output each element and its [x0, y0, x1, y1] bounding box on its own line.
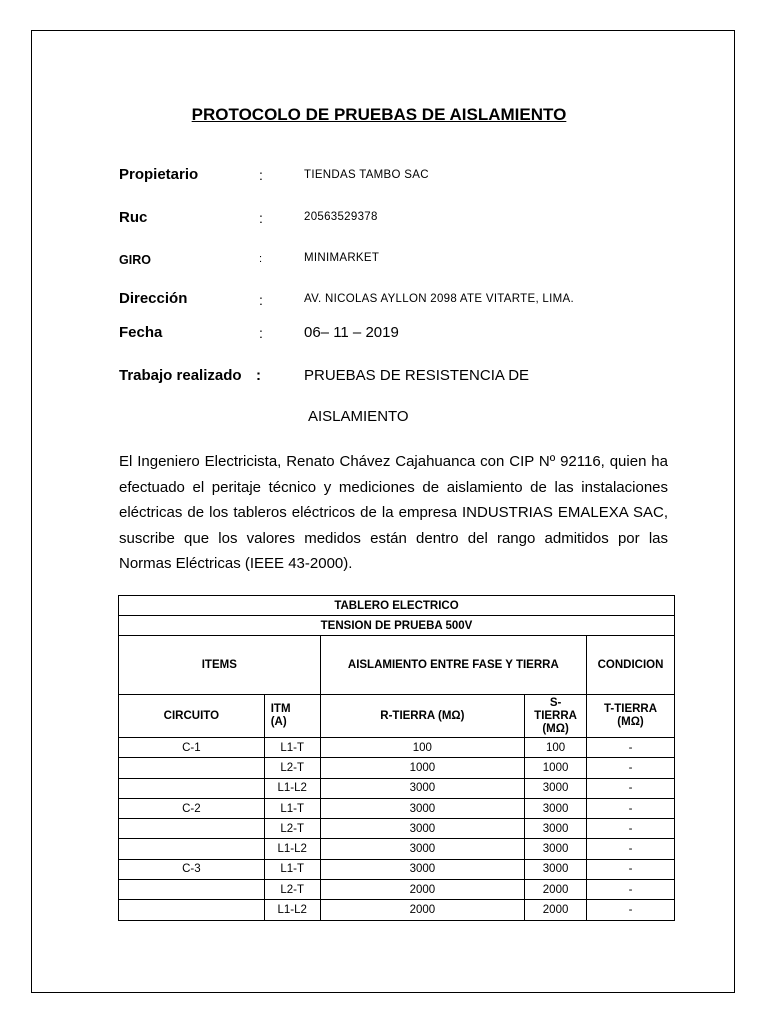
table-row	[119, 758, 675, 778]
giro-colon: :	[259, 253, 263, 265]
cell-circuito	[119, 819, 265, 839]
fecha-value: 06– 11 – 2019	[304, 324, 399, 341]
fecha-colon: :	[259, 325, 263, 341]
table-body	[119, 738, 675, 921]
cell-s-tierra: 3000	[525, 859, 587, 879]
table-row	[119, 900, 675, 920]
propietario-label: Propietario	[119, 166, 199, 183]
cell-itm: L2-T	[264, 819, 320, 839]
cell-itm: L1-L2	[264, 839, 320, 859]
cell-s-tierra: 1000	[525, 758, 587, 778]
header-aislamiento: AISLAMIENTO ENTRE FASE Y TIERRA	[320, 636, 586, 695]
table-row	[119, 798, 675, 818]
cell-t-tierra: -	[587, 738, 675, 758]
cell-r-tierra: 1000	[320, 758, 524, 778]
subheader-itm: ITM (A)	[264, 695, 320, 738]
propietario-colon: :	[259, 167, 263, 183]
cell-t-tierra: -	[587, 839, 675, 859]
cell-circuito	[119, 839, 265, 859]
cell-itm: L1-L2	[264, 778, 320, 798]
subheader-r-tierra: R-TIERRA (MΩ)	[320, 695, 524, 738]
ruc-colon: :	[259, 210, 263, 226]
cell-itm: L1-T	[264, 738, 320, 758]
direccion-label: Dirección	[119, 290, 188, 307]
cell-t-tierra: -	[587, 900, 675, 920]
cell-itm: L2-T	[264, 758, 320, 778]
cell-r-tierra: 3000	[320, 778, 524, 798]
cell-s-tierra: 3000	[525, 839, 587, 859]
cell-circuito	[119, 900, 265, 920]
cell-r-tierra: 100	[320, 738, 524, 758]
cell-t-tierra: -	[587, 880, 675, 900]
cell-s-tierra: 100	[525, 738, 587, 758]
cell-s-tierra: 3000	[525, 798, 587, 818]
cell-circuito: C-3	[119, 859, 265, 879]
table-row	[119, 859, 675, 879]
cell-r-tierra: 3000	[320, 819, 524, 839]
cell-s-tierra: 2000	[525, 900, 587, 920]
trabajo-value-line2: AISLAMIENTO	[308, 408, 409, 425]
giro-label: GIRO	[119, 253, 151, 267]
table-title-2: TENSION DE PRUEBA 500V	[119, 616, 675, 636]
table-row	[119, 839, 675, 859]
ruc-label: Ruc	[119, 209, 148, 226]
cell-circuito	[119, 778, 265, 798]
direccion-colon: :	[259, 292, 263, 308]
cell-circuito: C-2	[119, 798, 265, 818]
cell-itm: L1-T	[264, 859, 320, 879]
table-row	[119, 880, 675, 900]
cell-r-tierra: 2000	[320, 880, 524, 900]
subheader-s-tierra: S- TIERRA (MΩ)	[525, 695, 587, 738]
trabajo-colon: :	[256, 367, 261, 384]
cell-s-tierra: 3000	[525, 778, 587, 798]
table-title-1: TABLERO ELECTRICO	[119, 596, 675, 616]
cell-r-tierra: 3000	[320, 839, 524, 859]
table-row	[119, 778, 675, 798]
cell-itm: L1-T	[264, 798, 320, 818]
document-title: PROTOCOLO DE PRUEBAS DE AISLAMIENTO	[191, 105, 567, 124]
cell-t-tierra: -	[587, 758, 675, 778]
cell-r-tierra: 3000	[320, 859, 524, 879]
cell-r-tierra: 3000	[320, 798, 524, 818]
fecha-label: Fecha	[119, 324, 163, 341]
cell-s-tierra: 3000	[525, 819, 587, 839]
certification-paragraph: El Ingeniero Electricista, Renato Chávez Cajahuanca con CIP Nº 92116, quien ha efectuado el peritaje técnico y mediciones de aislamiento de las instalaciones eléctricas de los tableros eléctricos de la empresa INDUSTRIAS EMALEXA SAC, suscribe que los valores medidos están dentro del rango admitidos por las Normas Eléctricas (IEEE 43-2000).	[119, 453, 668, 572]
table-row	[119, 738, 675, 758]
giro-value: MINIMARKET	[304, 252, 380, 264]
cell-t-tierra: -	[587, 778, 675, 798]
header-condicion: CONDICION	[587, 636, 675, 695]
direccion-value: AV. NICOLAS AYLLON 2098 ATE VITARTE, LIMA.	[304, 293, 574, 305]
cell-t-tierra: -	[587, 798, 675, 818]
cell-circuito: C-1	[119, 738, 265, 758]
header-items: ITEMS	[119, 636, 321, 695]
cell-t-tierra: -	[587, 859, 675, 879]
cell-itm: L2-T	[264, 880, 320, 900]
cell-s-tierra: 2000	[525, 880, 587, 900]
propietario-value: TIENDAS TAMBO SAC	[304, 169, 429, 181]
cell-circuito	[119, 880, 265, 900]
results-table	[118, 595, 675, 921]
trabajo-label: Trabajo realizado	[119, 367, 242, 384]
cell-r-tierra: 2000	[320, 900, 524, 920]
subheader-t-tierra: T-TIERRA (MΩ)	[587, 695, 675, 738]
cell-circuito	[119, 758, 265, 778]
cell-t-tierra: -	[587, 819, 675, 839]
table-row	[119, 819, 675, 839]
cell-itm: L1-L2	[264, 900, 320, 920]
subheader-circuito: CIRCUITO	[119, 695, 265, 738]
ruc-value: 20563529378	[304, 211, 378, 223]
trabajo-value-line1: PRUEBAS DE RESISTENCIA DE	[304, 367, 530, 384]
